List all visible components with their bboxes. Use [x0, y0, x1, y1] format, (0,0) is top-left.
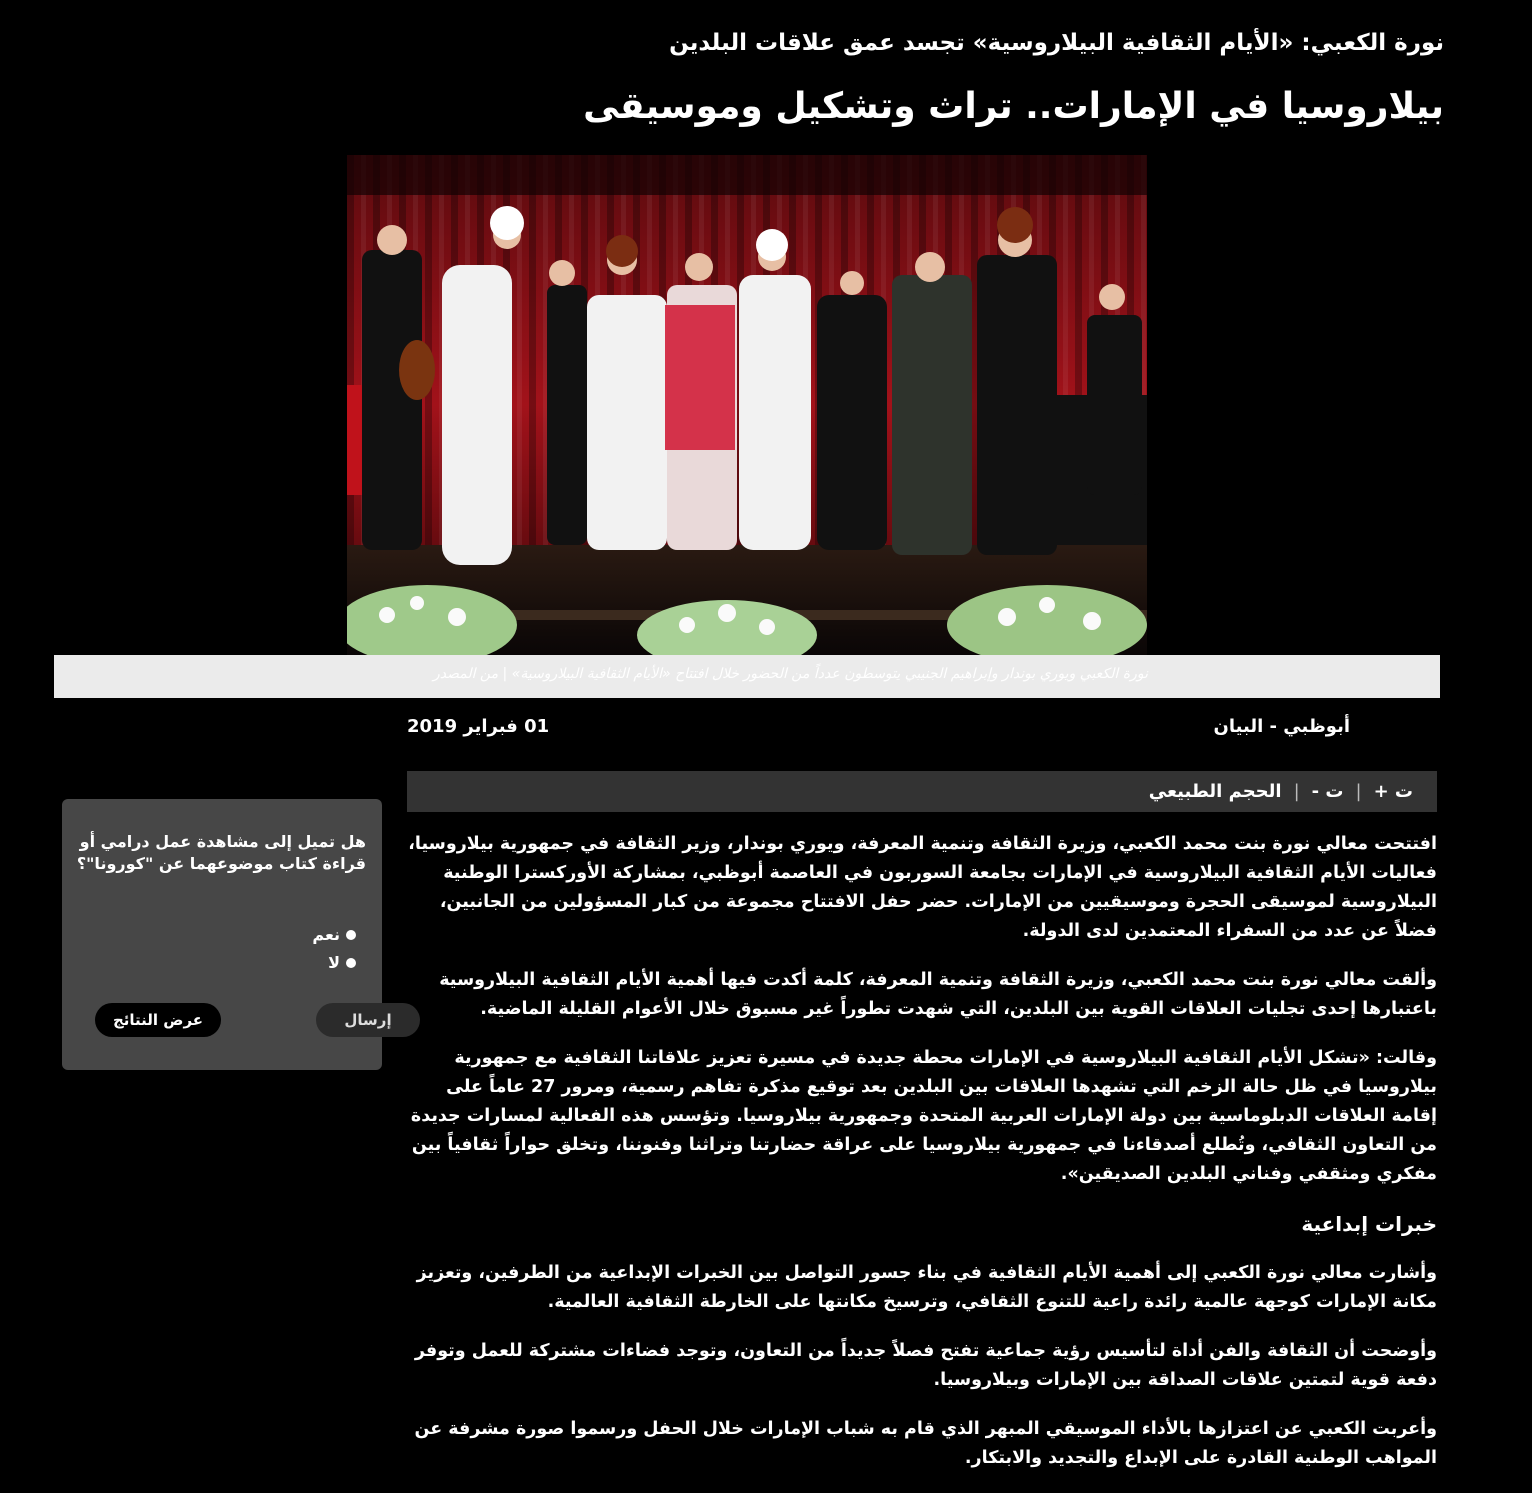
article-date: 01 فبراير 2019 [407, 716, 550, 737]
article-supertitle: نورة الكعبي: «الأيام الثقافية البيلاروسية» تجسد عمق علاقات البلدين [669, 30, 1444, 56]
poll-option-label: نعم [312, 925, 340, 944]
article-paragraph: وألقت معالي نورة بنت محمد الكعبي، وزيرة الثقافة وتنمية المعرفة، كلمة أكدت فيها أهمية الأيام الثقافية البيلاروسية باعتبارها إحدى تجليات العلاقات القوية بين البلدين، التي شهدت تطوراً غير مسبوق خلال الأعوام القليلة الماضية. [439, 970, 1437, 1019]
poll-results-button[interactable]: عرض النتائج [95, 1003, 221, 1037]
toolbar-separator: | [1355, 781, 1362, 802]
article-paragraph: افتتحت معالي نورة بنت محمد الكعبي، وزيرة الثقافة وتنمية المعرفة، ويوري بوندار، وزير الثقافة في جمهورية بيلاروسيا، فعاليات الأيام الثقافية البيلاروسية في الإمارات بجامعة السوربون في العاصمة أبوظبي، بمشاركة الأوركسترا الوطنية البيلاروسية لموسيقى الحجرة وموسيقيين من الإمارات. حضر حفل الافتتاح مجموعة من كبار المسؤولين من الجانبين، فضلاً عن عدد من السفراء المعتمدين لدى الدولة. [408, 834, 1437, 941]
toolbar-separator: | [1293, 781, 1300, 802]
radio-icon[interactable] [346, 958, 356, 968]
poll-widget [62, 799, 392, 1070]
radio-icon[interactable] [346, 930, 356, 940]
photo-caption: نورة الكعبي ويوري بوندار وإبراهيم الجنيبي يتوسطون عدداً من الحضور خلال افتتاح «الأيام الثقافية البيلاروسية» | من المصدر [432, 666, 1148, 682]
poll-question: هل تميل إلى مشاهدة عمل درامي أو قراءة كتاب موضوعهما عن "كورونا"؟ [76, 832, 366, 873]
article-paragraph: وأعربت الكعبي عن اعتزازها بالأداء الموسيقي المبهر الذي قام به شباب الإمارات خلال الحفل ورسموا صورة مشرفة عن المواهب الوطنية القادرة على الإبداع والتجديد والابتكار. [414, 1419, 1437, 1468]
decrease-font-button[interactable]: ت - [1311, 781, 1344, 802]
article-paragraph: وقالت: «تشكل الأيام الثقافية البيلاروسية في الإمارات محطة جديدة في مسيرة تعزيز علاقاتنا الثقافية مع جمهورية بيلاروسيا في ظل حالة الزخم التي تشهدها العلاقات بين البلدين بعد توقيع مذكرة تفاهم رسمية، ومرور 27 عاماً على إقامة العلاقات الدبلوماسية بين دولة الإمارات العربية المتحدة وجمهورية بيلاروسيا. وتؤسس هذه الفعالية لمسارات جديدة من التعاون الثقافي، وتُطلع أصدقاءنا في جمهورية بيلاروسيا على عراقة حضارتنا وتراثنا وفنوننا، وتخلق حواراً ثقافياً بين مفكري ومثقفي وفناني البلدين الصديقين». [410, 1048, 1437, 1184]
article-source: أبوظبي - البيان [1213, 716, 1350, 737]
article-subheading: خبرات إبداعية [1301, 1212, 1437, 1236]
poll-option-label: لا [328, 953, 340, 972]
photo-caption-bar [54, 655, 1440, 698]
poll-option-no[interactable] [328, 953, 356, 972]
article-photo [347, 155, 1147, 655]
normal-font-button[interactable]: الحجم الطبيعي [1148, 781, 1282, 802]
photo-illustration [347, 155, 1147, 655]
article-headline: بيلاروسيا في الإمارات.. تراث وتشكيل وموسيقى [583, 86, 1444, 127]
article-body [407, 830, 1437, 1493]
article-paragraph: وأشارت معالي نورة الكعبي إلى أهمية الأيام الثقافية في بناء جسور التواصل بين الخبرات الإبداعية من الطرفين، وتعزيز مكانة الإمارات كوجهة عالمية رائدة راعية للتنوع الثقافي، وترسيخ مكانتها على الخارطة الثقافية العالمية. [416, 1263, 1437, 1312]
font-size-toolbar [407, 771, 1437, 812]
increase-font-button[interactable]: ت + [1373, 781, 1413, 802]
poll-option-yes[interactable] [312, 925, 356, 944]
article-paragraph: وأوضحت أن الثقافة والفن أداة لتأسيس رؤية جماعية تفتح فصلاً جديداً من التعاون، وتوجد فضاءات مشتركة للعمل وتوفر دفعة قوية لتمتين علاقات الصداقة بين الإمارات وبيلاروسيا. [414, 1341, 1437, 1390]
poll-submit-button[interactable]: إرسال [316, 1003, 420, 1037]
